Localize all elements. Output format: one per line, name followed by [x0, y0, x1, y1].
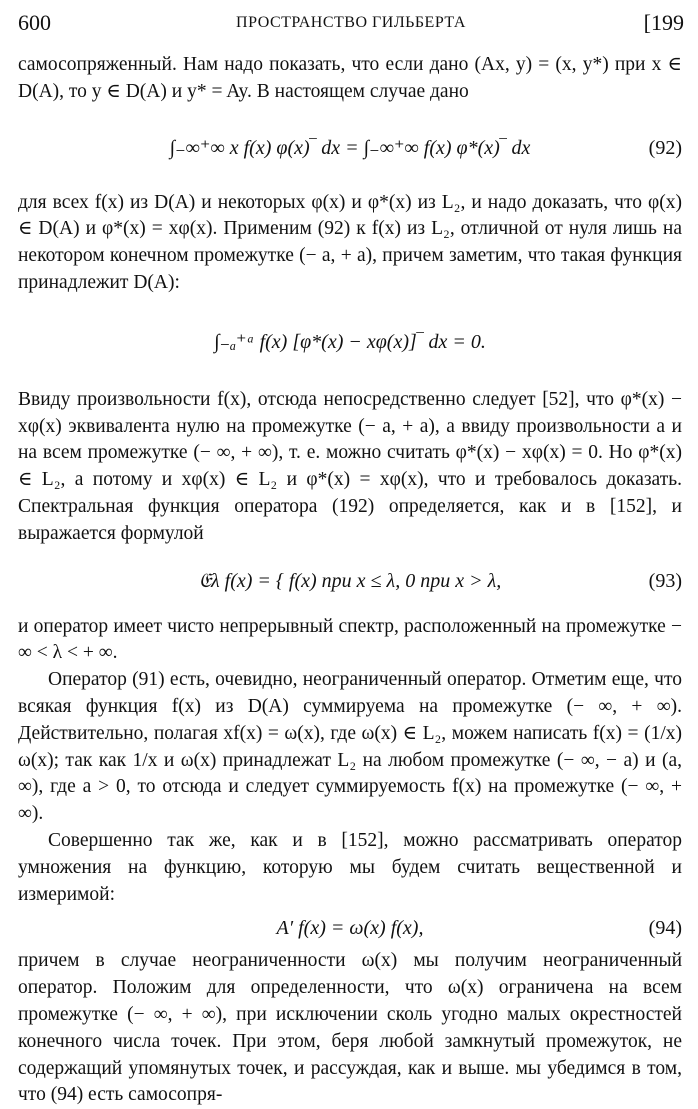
- paragraph: и оператор имеет чисто непрерывный спектр, расположенный на промежутке − ∞ < λ < + ∞.: [18, 615, 682, 664]
- equation-unnumbered: [18, 297, 682, 387]
- equation-formula: ∫₋ₐ⁺ᵃ f(x) [φ*(x) − xφ(x)]‾ dx = 0.: [214, 330, 486, 353]
- equation-number: (93): [648, 569, 682, 592]
- paragraph: Совершенно так же, как и в [152], можно рассматривать оператор умножения на функцию, которую мы будем считать вещественной и измеримой:: [18, 829, 682, 905]
- paragraph: для всех f(x) из D(A) и некоторых φ(x) и φ*(x) из L₂, и надо доказать, что φ(x) ∈ D(A) и φ*(x) = xφ(x). Применим (92) к f(x) из L₂, отличной от нуля лишь на некотором конечном промежутке (− a, + a), причем заметим, что такая функция принадлежит D(A):: [18, 191, 682, 293]
- paragraph: Оператор (91) есть, очевидно, неограниченный оператор. Отметим еще, что всякая функция f(x) из D(A) суммируема на промежутке (− ∞, + ∞). Действительно, полагая xf(x) = ω(x), где ω(x) ∈ L₂, можем написать f(x) = (1/x) ω(x); так как 1/x и ω(x) принадлежат L₂ на любом промежутке (− ∞, − a) и (a, ∞), где a > 0, то отсюда и следует суммируемость f(x) на промежутке (− ∞, + ∞).: [18, 669, 682, 825]
- page-header: [18, 8, 684, 38]
- page-body: [18, 52, 682, 1109]
- equation-92: [18, 106, 682, 190]
- equation-formula: 𝔈λ f(x) = { f(x) при x ≤ λ, 0 при x > λ,: [198, 569, 502, 592]
- running-title: ПРОСТРАНСТВО ГИЛЬБЕРТА: [236, 14, 466, 31]
- equation-94: [18, 908, 682, 948]
- paragraph: самосопряженный. Нам надо показать, что если дано (Ax, y) = (x, y*) при x ∈ D(A), то y ∈ D(A) и y* = Ay. В настоящем случае дано: [18, 54, 682, 102]
- paragraph: причем в случае неограниченности ω(x) мы получим неограниченный оператор. Положим для определенности, что ω(x) ограничена на всем промежутке (− ∞, + ∞), при исключении сколь угодно малых окрестностей конечного числа точек. При этом, беря любой замкнутый промежуток, не содержащий упомянутых точек, и рассуждая, как и выше. мы убедимся в том, что (94) есть самосопря-: [18, 950, 682, 1106]
- page-number: 600: [18, 10, 51, 35]
- paragraph: Ввиду произвольности f(x), отсюда непосредственно следует [52], что φ*(x) − xφ(x) эквивалента нулю на промежутке (− a, + a), а ввиду произвольности a и на всем промежутке (− ∞, + ∞), т. е. можно считать φ*(x) − xφ(x) = 0. Но φ*(x) ∈ L₂, а потому и xφ(x) ∈ L₂ и φ*(x) = xφ(x), что и требовалось доказать. Спектральная функция оператора (192) определяется, как и в [152], и выражается формулой: [18, 388, 682, 544]
- equation-93: [18, 548, 682, 614]
- equation-number: (92): [648, 136, 682, 159]
- section-number: [199: [643, 10, 684, 35]
- equation-formula: ∫₋∞⁺∞ x f(x) φ(x)‾ dx = ∫₋∞⁺∞ f(x) φ*(x)‾ dx: [169, 136, 531, 159]
- equation-number: (94): [648, 917, 682, 940]
- equation-formula: A′ f(x) = ω(x) f(x),: [276, 917, 424, 940]
